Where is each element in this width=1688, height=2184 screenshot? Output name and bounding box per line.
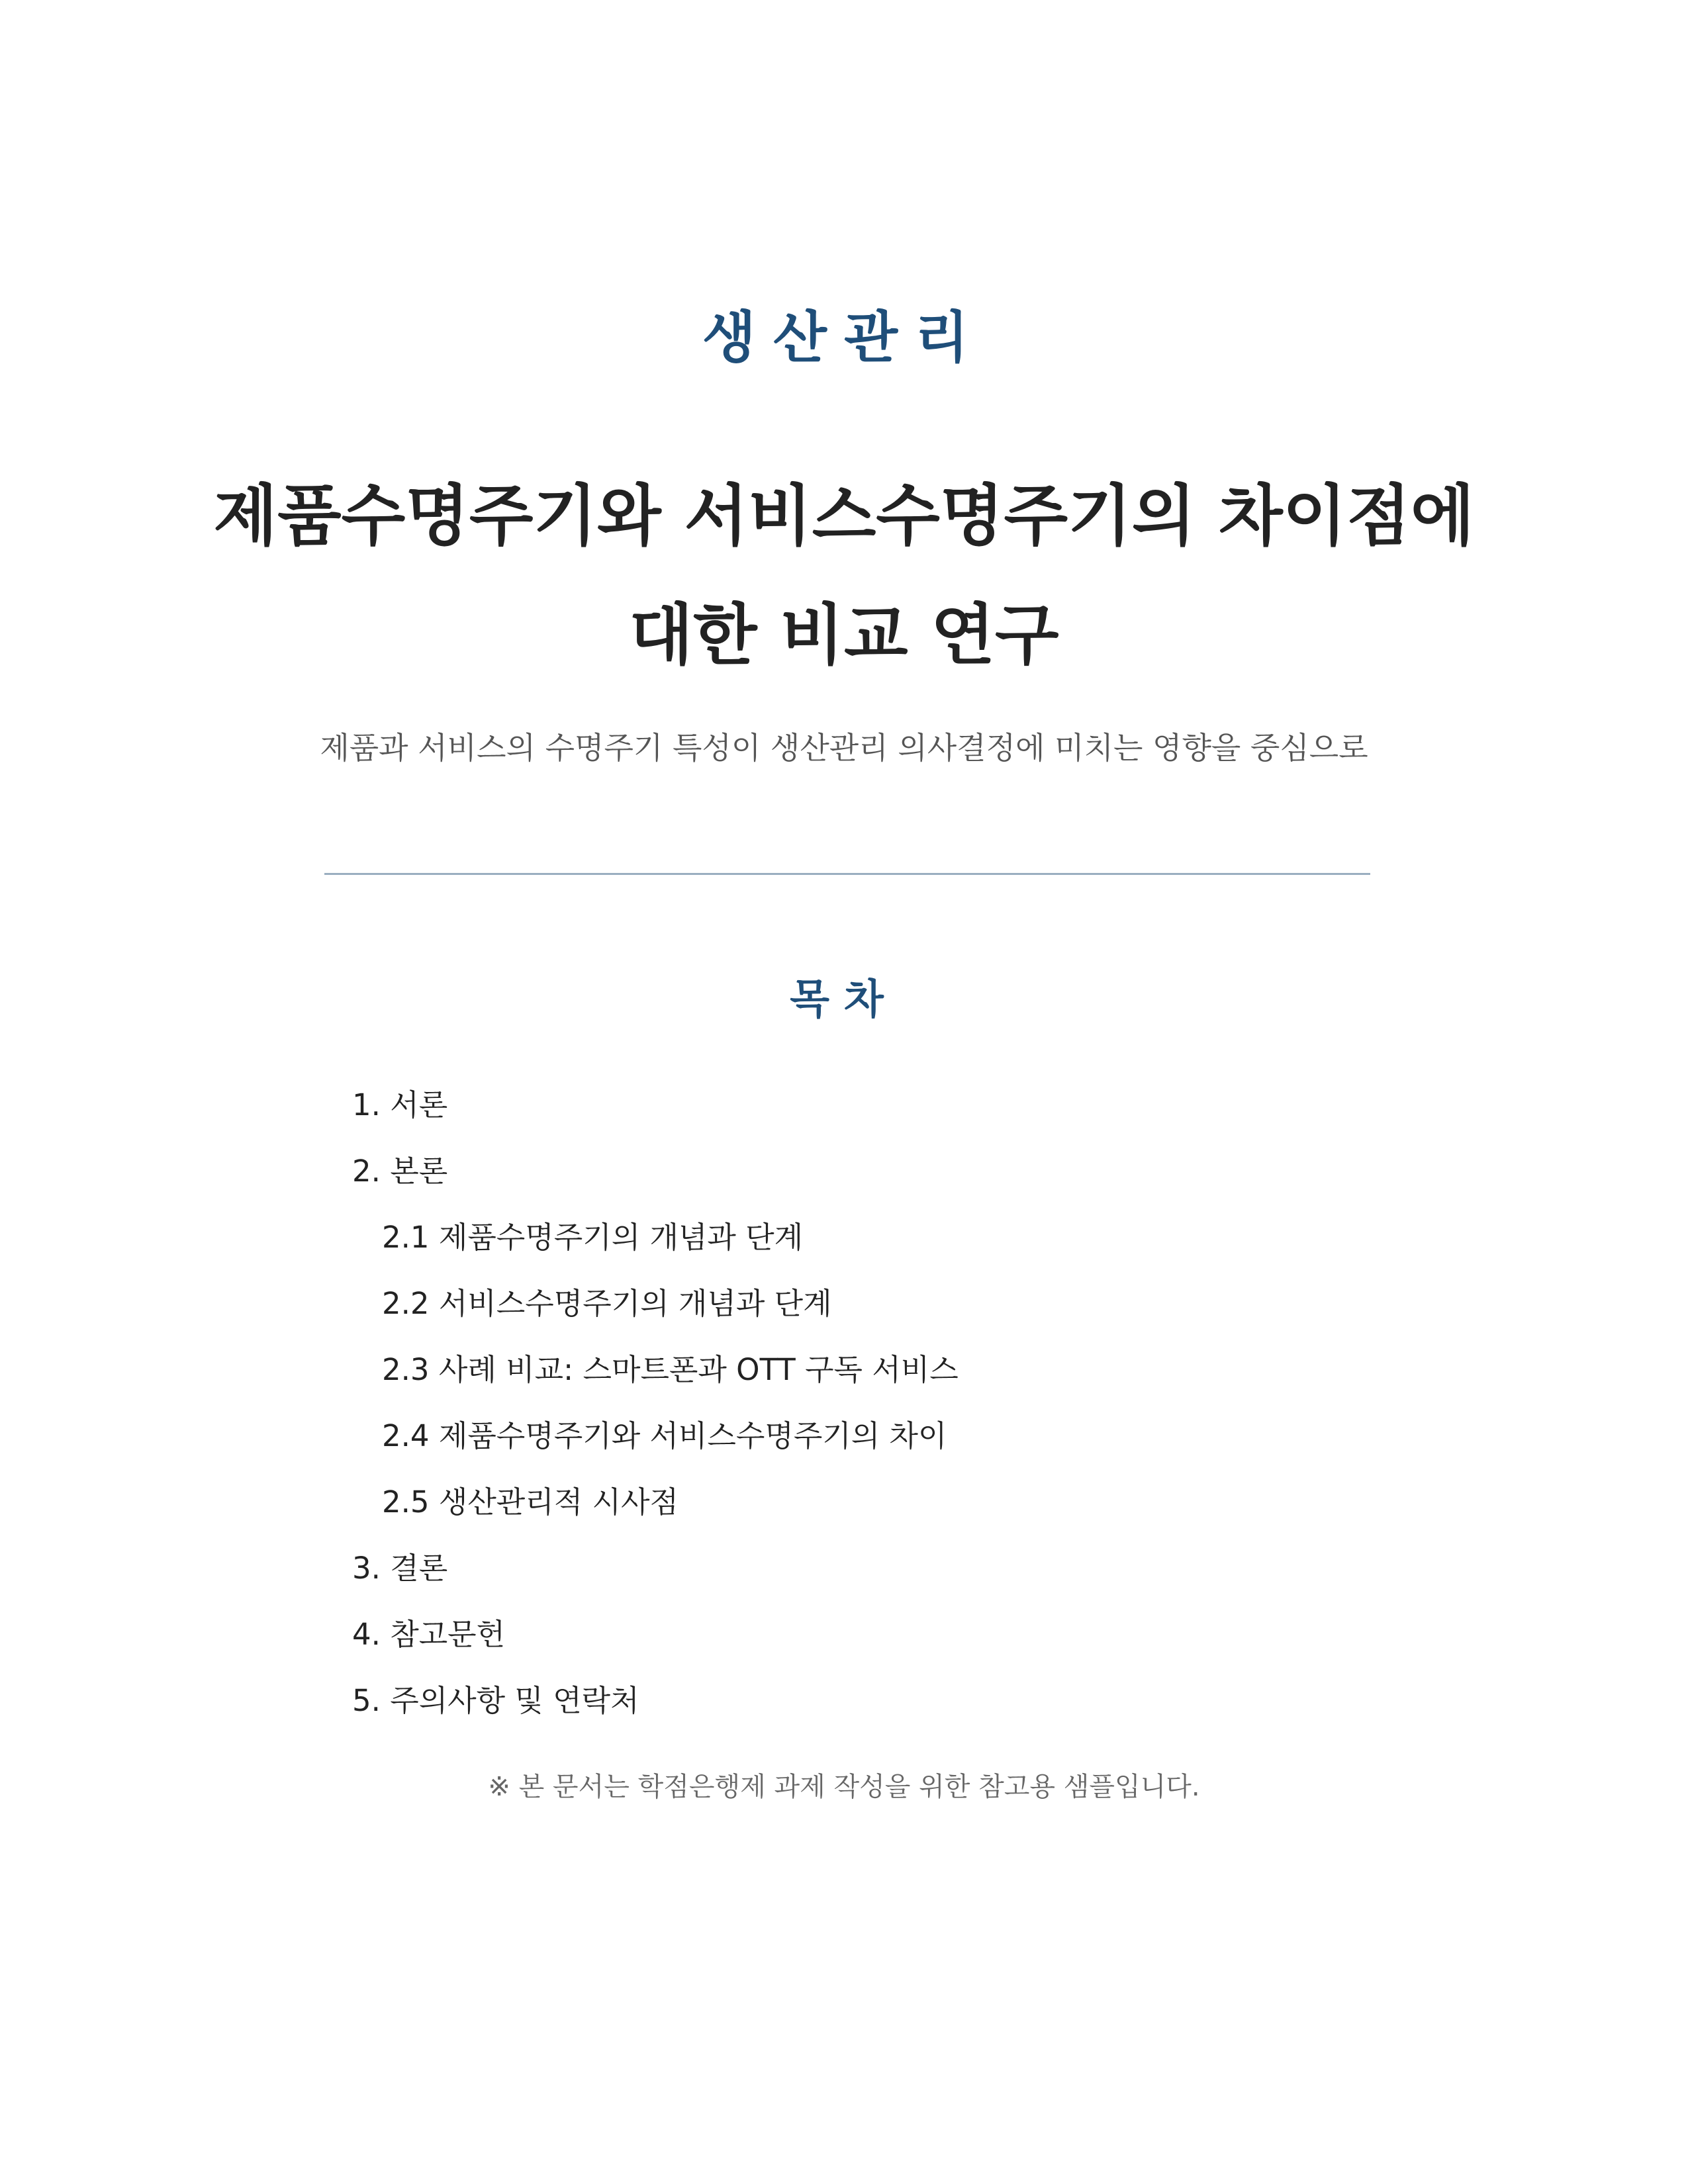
toc-item-notes-contact: 5. 주의사항 및 연락처 bbox=[352, 1683, 639, 1718]
toc-item-body: 2. 본론 bbox=[352, 1154, 448, 1189]
section-divider bbox=[324, 873, 1370, 875]
toc-item-2-4: 2.4 제품수명주기와 서비스수명주기의 차이 bbox=[382, 1418, 947, 1453]
toc-item-2-2: 2.2 서비스수명주기의 개념과 단계 bbox=[382, 1286, 832, 1321]
toc-item-references: 4. 참고문헌 bbox=[352, 1617, 506, 1652]
report-subtitle: 제품과 서비스의 수명주기 특성이 생산관리 의사결정에 미치는 영향을 중심으로 bbox=[320, 730, 1368, 766]
toc-item-2-1: 2.1 제품수명주기의 개념과 단계 bbox=[382, 1220, 804, 1255]
sample-disclaimer-note: ※ 본 문서는 학점은행제 과제 작성을 위한 참고용 샘플입니다. bbox=[488, 1772, 1200, 1802]
toc-item-introduction: 1. 서론 bbox=[352, 1087, 448, 1122]
toc-item-2-5: 2.5 생산관리적 시사점 bbox=[382, 1484, 679, 1520]
toc-heading: 목차 bbox=[790, 975, 898, 1023]
toc-item-conclusion: 3. 결론 bbox=[352, 1551, 448, 1586]
report-title: 제품수명주기와 서비스수명주기의 차이점에 대한 비교 연구 bbox=[213, 477, 1475, 674]
course-subject: 생산관리 bbox=[702, 305, 986, 370]
table-of-contents bbox=[352, 1072, 1411, 1734]
toc-item-2-3: 2.3 사례 비교: 스마트폰과 OTT 구독 서비스 bbox=[382, 1352, 959, 1387]
